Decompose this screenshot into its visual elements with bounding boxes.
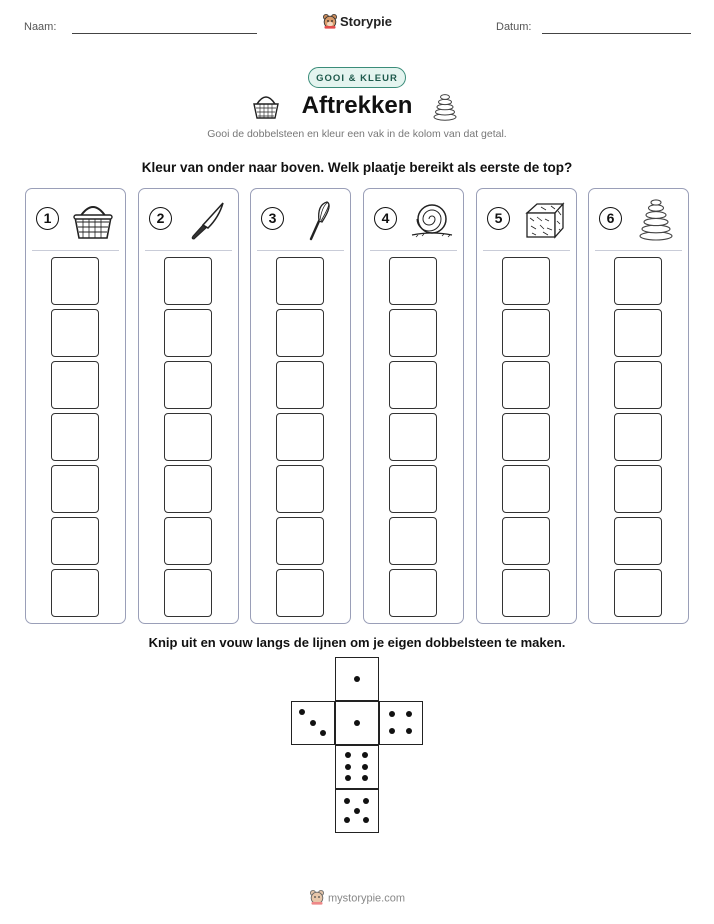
hay-bale-icon xyxy=(521,199,567,241)
die-pip xyxy=(406,728,412,734)
stacked-stones-icon xyxy=(633,199,679,241)
whisk-icon xyxy=(295,199,341,241)
column-number: 3 xyxy=(261,207,284,230)
column-6 xyxy=(588,188,689,624)
column-header xyxy=(589,189,688,251)
column-header xyxy=(139,189,238,251)
activity-badge: GOOI & KLEUR xyxy=(308,67,406,88)
column-5 xyxy=(476,188,577,624)
color-box[interactable] xyxy=(164,465,212,513)
name-line[interactable] xyxy=(72,33,257,34)
color-box[interactable] xyxy=(51,257,99,305)
color-box[interactable] xyxy=(614,257,662,305)
basket-icon xyxy=(70,199,116,241)
die-face-5 xyxy=(335,789,379,833)
die-pip xyxy=(354,808,360,814)
color-box[interactable] xyxy=(502,257,550,305)
color-box[interactable] xyxy=(276,517,324,565)
color-box[interactable] xyxy=(51,517,99,565)
subtitle: Gooi de dobbelsteen en kleur een vak in de kolom van dat getal. xyxy=(207,128,507,140)
die-pip xyxy=(354,676,360,682)
die-face-1 xyxy=(335,701,379,745)
die-pip xyxy=(363,798,369,804)
color-box[interactable] xyxy=(614,517,662,565)
brand-name: Storypie xyxy=(339,13,392,29)
die-pip xyxy=(344,817,350,823)
column-divider xyxy=(483,250,570,251)
color-box[interactable] xyxy=(502,465,550,513)
color-box[interactable] xyxy=(614,465,662,513)
color-box[interactable] xyxy=(389,309,437,357)
color-box[interactable] xyxy=(614,309,662,357)
die-pip xyxy=(345,764,351,770)
die-pip xyxy=(363,817,369,823)
instruction-text: Kleur van onder naar boven. Welk plaatje bereikt als eerste de top? xyxy=(141,160,573,175)
die-pip xyxy=(389,728,395,734)
color-box[interactable] xyxy=(614,569,662,617)
column-number: 6 xyxy=(599,207,622,230)
column-number: 2 xyxy=(149,207,172,230)
stacked-stones-icon xyxy=(432,91,458,126)
cut-instruction: Knip uit en vouw langs de lijnen om je eigen dobbelsteen te maken. xyxy=(148,635,566,650)
color-box[interactable] xyxy=(51,413,99,461)
die-pip xyxy=(406,711,412,717)
footer xyxy=(0,889,714,908)
color-box[interactable] xyxy=(276,569,324,617)
column-divider xyxy=(595,250,682,251)
die-face-3 xyxy=(291,701,335,745)
column-header xyxy=(251,189,350,251)
column-2 xyxy=(138,188,239,624)
color-box[interactable] xyxy=(614,361,662,409)
die-pip xyxy=(320,730,326,736)
bear-icon xyxy=(322,13,338,32)
color-box[interactable] xyxy=(164,517,212,565)
die-pip xyxy=(345,752,351,758)
die-pip xyxy=(310,720,316,726)
color-box[interactable] xyxy=(389,413,437,461)
die-pip xyxy=(362,775,368,781)
page-title: Aftrekken xyxy=(301,92,413,119)
column-divider xyxy=(370,250,457,251)
color-box[interactable] xyxy=(51,569,99,617)
color-box[interactable] xyxy=(502,413,550,461)
date-label: Datum: xyxy=(496,21,532,33)
footer-url: mystorypie.com xyxy=(327,892,406,905)
column-divider xyxy=(32,250,119,251)
brand-logo xyxy=(0,13,714,32)
name-label: Naam: xyxy=(24,21,57,33)
die-face-4 xyxy=(379,701,423,745)
color-box[interactable] xyxy=(164,361,212,409)
column-1 xyxy=(25,188,126,624)
column-divider xyxy=(257,250,344,251)
column-4 xyxy=(363,188,464,624)
column-header xyxy=(477,189,576,251)
color-box[interactable] xyxy=(502,569,550,617)
color-box[interactable] xyxy=(614,413,662,461)
color-box[interactable] xyxy=(276,413,324,461)
snail-shell-icon xyxy=(408,199,454,241)
column-divider xyxy=(145,250,232,251)
die-pip xyxy=(299,709,305,715)
color-box[interactable] xyxy=(389,361,437,409)
color-box[interactable] xyxy=(164,569,212,617)
bear-icon xyxy=(309,889,325,908)
color-box[interactable] xyxy=(164,413,212,461)
column-3 xyxy=(250,188,351,624)
knife-icon xyxy=(183,199,229,241)
die-pip xyxy=(344,798,350,804)
color-box[interactable] xyxy=(164,309,212,357)
color-box[interactable] xyxy=(51,361,99,409)
color-box[interactable] xyxy=(502,517,550,565)
column-header xyxy=(364,189,463,251)
color-box[interactable] xyxy=(276,361,324,409)
color-box[interactable] xyxy=(51,465,99,513)
die-pip xyxy=(345,775,351,781)
color-box[interactable] xyxy=(276,257,324,305)
die-pip xyxy=(362,764,368,770)
column-number: 4 xyxy=(374,207,397,230)
color-box[interactable] xyxy=(502,361,550,409)
die-face-1 xyxy=(335,657,379,701)
color-box[interactable] xyxy=(276,309,324,357)
die-pip xyxy=(389,711,395,717)
color-box[interactable] xyxy=(389,517,437,565)
color-box[interactable] xyxy=(389,257,437,305)
die-pip xyxy=(354,720,360,726)
color-box[interactable] xyxy=(502,309,550,357)
die-pip xyxy=(362,752,368,758)
column-number: 5 xyxy=(487,207,510,230)
column-number: 1 xyxy=(36,207,59,230)
color-box[interactable] xyxy=(389,569,437,617)
column-header xyxy=(26,189,125,251)
color-box[interactable] xyxy=(276,465,324,513)
color-box[interactable] xyxy=(389,465,437,513)
date-line[interactable] xyxy=(542,33,691,34)
color-box[interactable] xyxy=(51,309,99,357)
die-face-6 xyxy=(335,745,379,789)
color-box[interactable] xyxy=(164,257,212,305)
